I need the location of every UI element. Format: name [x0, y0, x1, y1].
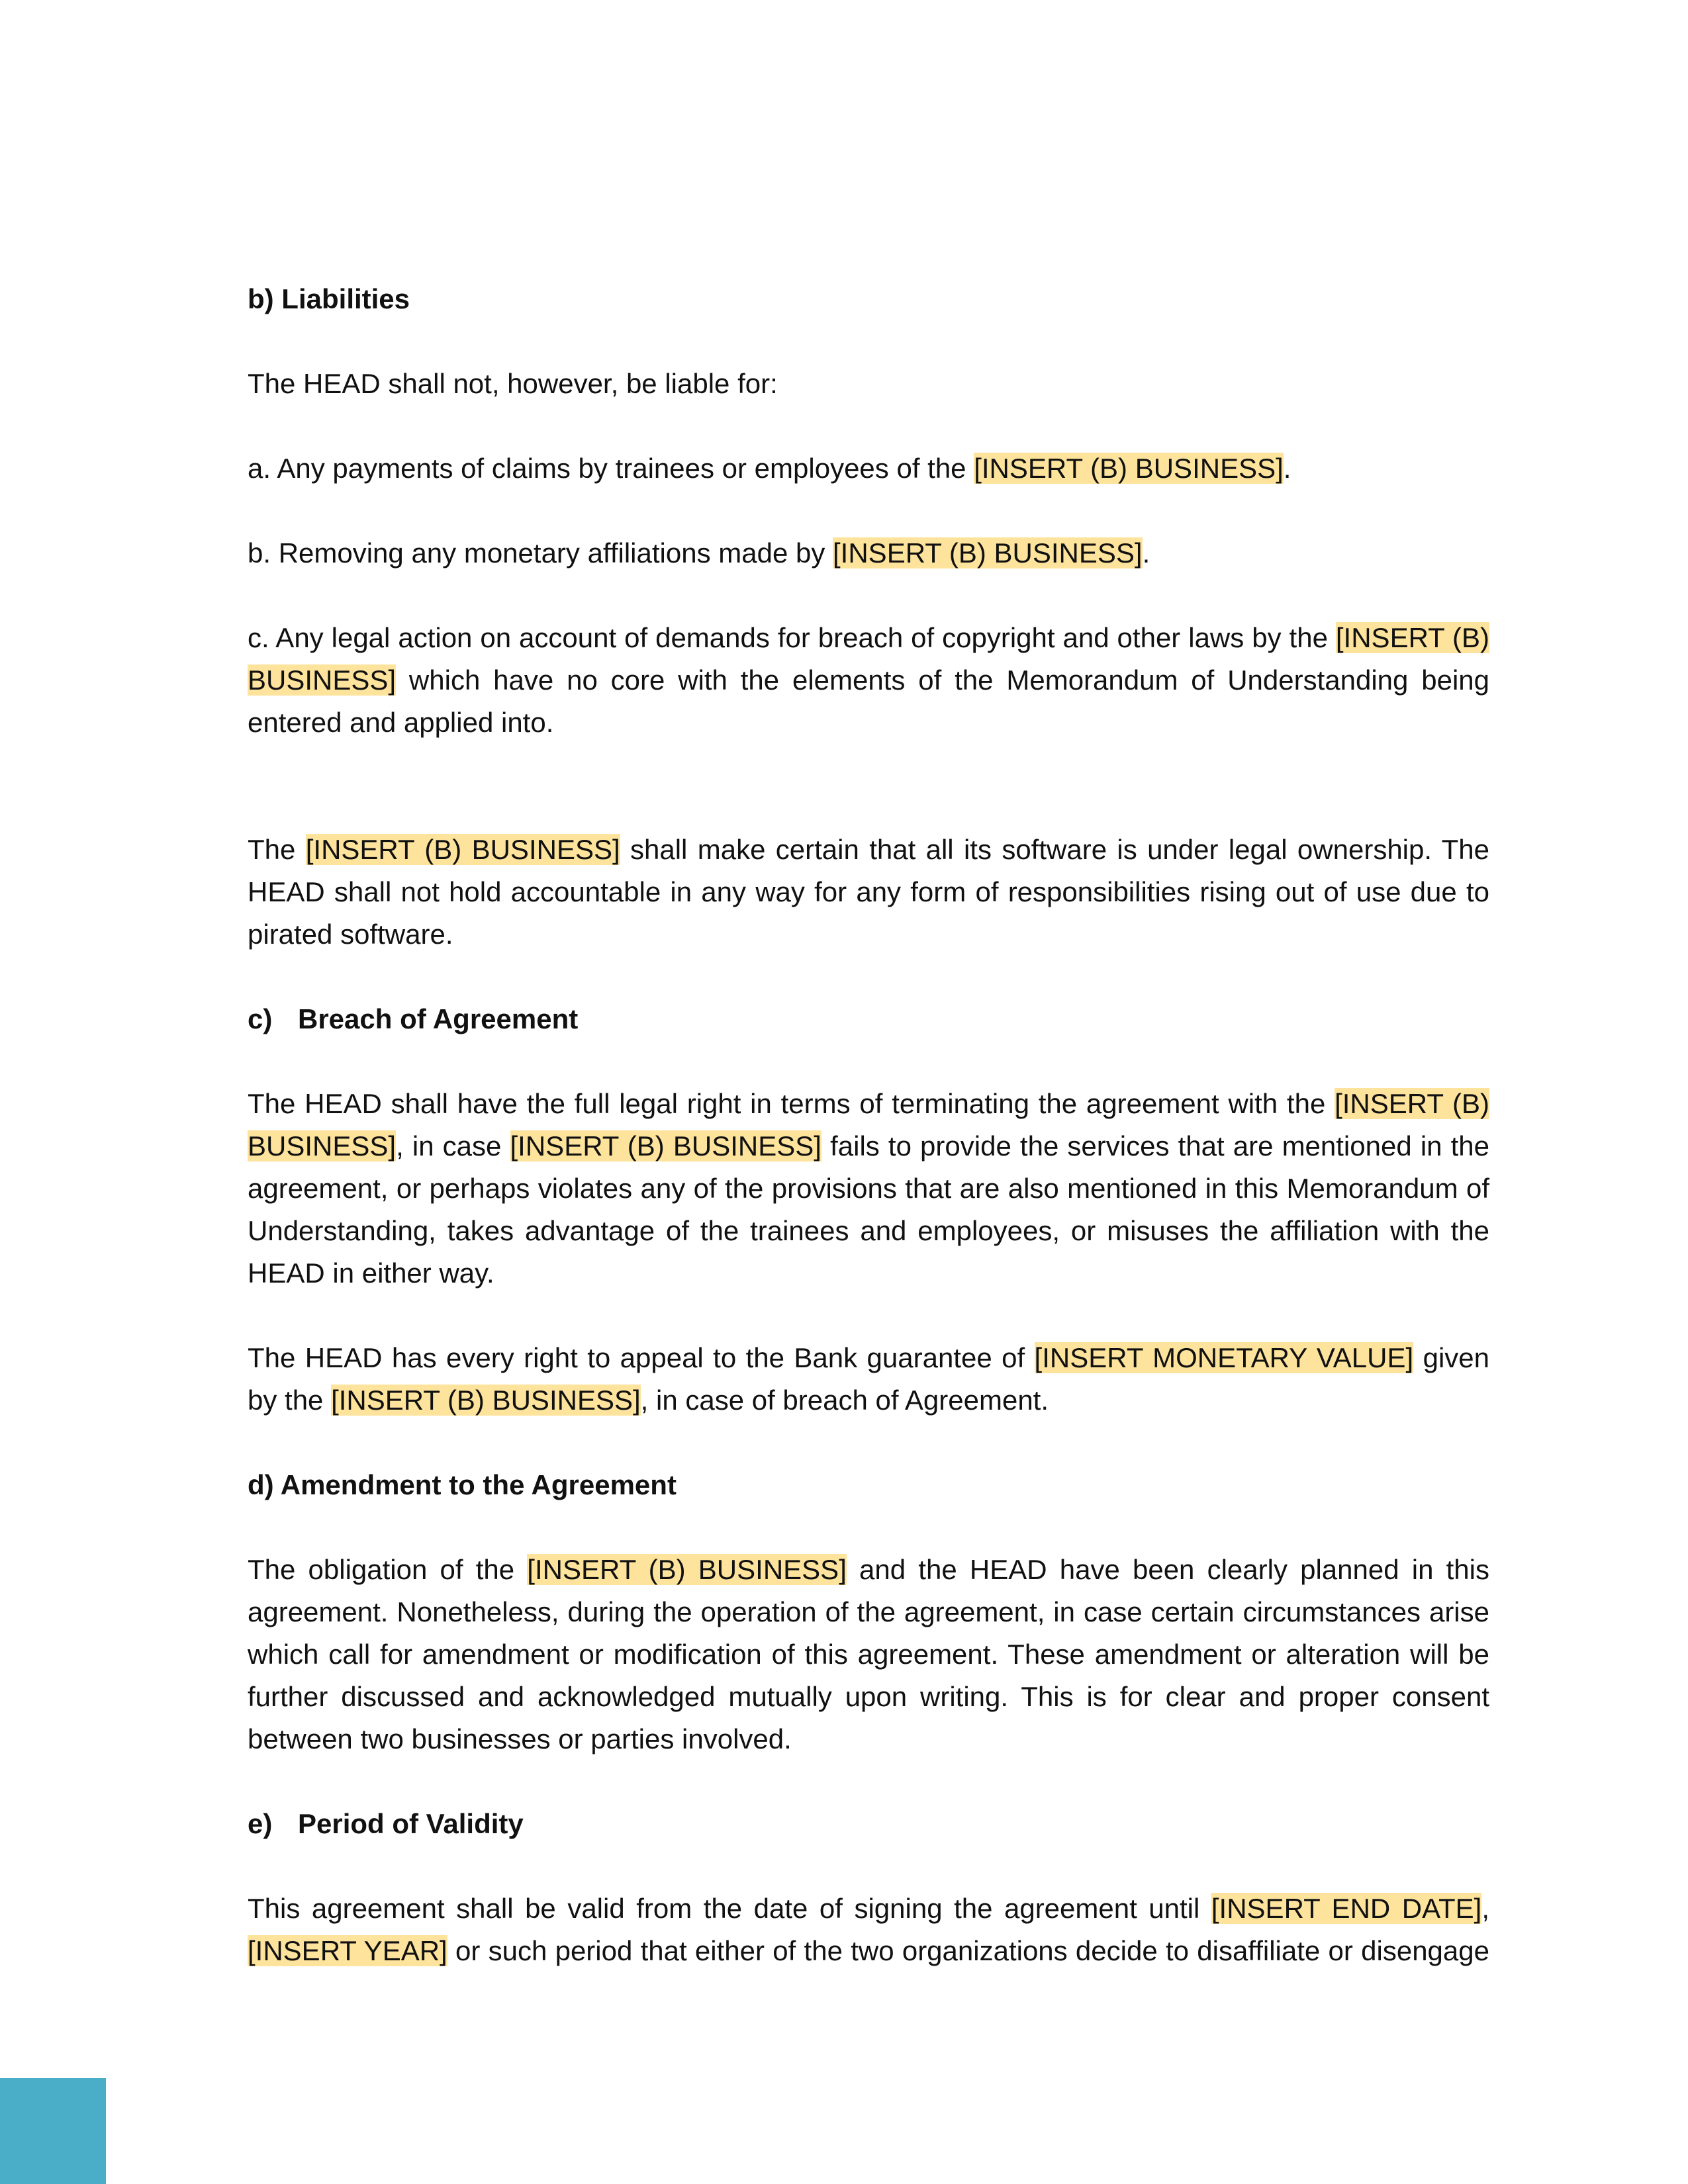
document-body: [248, 278, 1489, 1972]
liability-item-a-text: a. Any payments of claims by trainees or employees of the: [248, 453, 974, 484]
liability-item-b: [248, 532, 1489, 574]
placeholder-business: [INSERT (B) BUSINESS]: [248, 1088, 1489, 1161]
amendment-end: and the HEAD have been clearly planned in this agreement. Nonetheless, during the operation of the agreement, in case certain circumstances arise which call for amendment or modification of this agreement. These amendment or alteration will be further discussed and acknowledged mutually upon writing. This is for clear and proper consent between two businesses or parties involved.: [248, 1554, 1489, 1754]
section-title: Breach of Agreement: [298, 1003, 579, 1034]
liabilities-intro: The HEAD shall not, however, be liable for:: [248, 368, 778, 399]
breach-paragraph-1: [248, 1083, 1489, 1295]
placeholder-business: [INSERT (B) BUSINESS]: [974, 453, 1284, 484]
breach-p2-mid: given by the: [248, 1342, 1489, 1416]
placeholder-business: [INSERT (B) BUSINESS]: [331, 1385, 641, 1416]
validity-end: or such period that either of the two organizations decide to disaffiliate or disengage: [447, 1935, 1489, 1966]
breach-p2-start: The HEAD has every right to appeal to the Bank guarantee of: [248, 1342, 1035, 1373]
software-end: shall make certain that all its software is under legal ownership. The HEAD shall not hold accountable in any way for any form of responsibilities rising out of use due to pirated software.: [248, 834, 1490, 950]
section-heading-validity: [248, 1803, 1489, 1845]
validity-paragraph: [248, 1888, 1489, 1972]
liability-item-c-text: c. Any legal action on account of demands for breach of copyright and other laws by the: [248, 622, 1336, 653]
placeholder-business: [INSERT (B) BUSINESS]: [248, 622, 1489, 696]
placeholder-end-date: [INSERT END DATE]: [1211, 1893, 1482, 1924]
breach-p2-end: , in case of breach of Agreement.: [640, 1385, 1049, 1416]
section-heading-liabilities: b) Liabilities: [248, 283, 410, 314]
breach-paragraph-2: [248, 1337, 1489, 1422]
amendment-start: The obligation of the: [248, 1554, 528, 1585]
liability-item-b-end: .: [1142, 537, 1150, 569]
validity-start: This agreement shall be valid from the date of signing the agreement until: [248, 1893, 1211, 1924]
section-number: c): [248, 1003, 273, 1034]
placeholder-business: [INSERT (B) BUSINESS]: [833, 537, 1143, 569]
liability-item-c-end: which have no core with the elements of the Memorandum of Understanding being entered and applied into.: [248, 664, 1489, 738]
amendment-paragraph: [248, 1549, 1489, 1760]
placeholder-monetary-value: [INSERT MONETARY VALUE]: [1034, 1342, 1414, 1373]
section-title: Period of Validity: [298, 1808, 524, 1839]
liability-item-a-end: .: [1283, 453, 1291, 484]
section-heading-amendment: d) Amendment to the Agreement: [248, 1469, 677, 1500]
validity-mid: ,: [1481, 1893, 1489, 1924]
placeholder-business: [INSERT (B) BUSINESS]: [305, 834, 620, 865]
breach-p1-mid: , in case: [396, 1130, 510, 1161]
placeholder-year: [INSERT YEAR]: [248, 1935, 447, 1966]
liability-item-b-text: b. Removing any monetary affiliations made by: [248, 537, 833, 569]
breach-p1-start: The HEAD shall have the full legal right in terms of terminating the agreement with the: [248, 1088, 1335, 1119]
software-ownership-paragraph: [248, 829, 1489, 956]
section-heading-breach: [248, 998, 1489, 1040]
software-start: The: [248, 834, 306, 865]
breach-p1-end: fails to provide the services that are mentioned in the agreement, or perhaps violates any of the provisions that are also mentioned in this Memorandum of Understanding, takes advantage of the trainees and employees, or misuses the affiliation with the HEAD in either way.: [248, 1130, 1490, 1289]
liability-item-c: [248, 617, 1489, 744]
placeholder-business: [INSERT (B) BUSINESS]: [527, 1554, 847, 1585]
section-number: e): [248, 1808, 273, 1839]
liability-item-a: [248, 447, 1489, 490]
placeholder-business: [INSERT (B) BUSINESS]: [510, 1130, 821, 1161]
decorative-corner-block: [0, 2078, 106, 2184]
